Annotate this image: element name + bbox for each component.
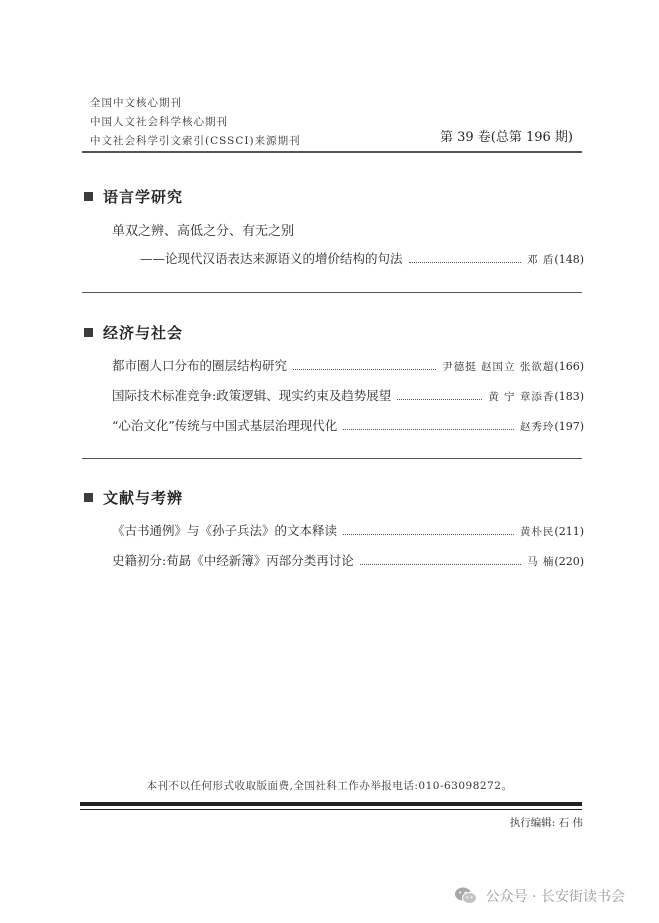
toc-title: 都市圈人口分布的圈层结构研究 <box>112 358 288 373</box>
volume-label: 第 39 卷(总第 196 期) <box>439 130 573 145</box>
toc-author: 赵秀玲 <box>519 421 555 433</box>
section-title: 文献与考辨 <box>103 489 184 507</box>
toc-author: 邓 盾 <box>527 254 555 266</box>
toc-page: (220) <box>554 555 584 568</box>
header-line-3: 中文社会科学引文索引(CSSCI)来源期刊 <box>90 135 301 147</box>
footer-thin-rule <box>80 809 582 810</box>
toc-page: (183) <box>554 390 584 403</box>
footer-note: 本刊不以任何形式收取版面费,全国社科工作办举报电话:010-63098272。 <box>146 780 513 792</box>
section-divider <box>82 292 582 293</box>
section-divider <box>82 458 582 459</box>
watermark-text: 公众号 · 长安街读书会 <box>485 889 625 905</box>
toc-page: (148) <box>554 253 584 266</box>
toc-title: 史籍初分:荀勗《中经新簿》丙部分类再讨论 <box>112 553 354 568</box>
toc-entry[interactable] <box>112 521 584 539</box>
leader-dots <box>409 262 522 263</box>
header-divider <box>82 151 582 153</box>
leader-dots <box>360 564 521 565</box>
toc-title: 《古书通例》与《孙子兵法》的文本释读 <box>112 523 338 538</box>
leader-dots <box>343 429 514 430</box>
footer-thick-rule <box>80 802 582 806</box>
header-line-1: 全国中文核心期刊 <box>90 97 182 109</box>
section-header-literature <box>84 487 183 508</box>
section-header-linguistics <box>84 186 183 207</box>
wechat-watermark <box>454 886 625 906</box>
section-title: 语言学研究 <box>103 188 184 206</box>
wechat-icon <box>454 886 478 906</box>
section-title: 经济与社会 <box>103 324 184 342</box>
leader-dots <box>293 369 436 370</box>
section-square-icon <box>84 328 93 337</box>
toc-title: “心治文化”传统与中国式基层治理现代化 <box>112 418 338 433</box>
toc-title: ——论现代汉语表达来源语义的增价结构的句法 <box>140 251 403 266</box>
toc-entry[interactable] <box>112 356 584 374</box>
toc-page: (197) <box>554 420 584 433</box>
toc-entry[interactable] <box>140 249 584 267</box>
leader-dots <box>397 399 482 400</box>
section-square-icon <box>84 493 93 502</box>
toc-title: 国际技术标准竞争:政策逻辑、现实约束及趋势展望 <box>112 388 392 403</box>
toc-author: 黄 宁 章添香 <box>488 391 555 403</box>
section-header-economy <box>84 322 183 343</box>
section-square-icon <box>84 192 93 201</box>
toc-page: (166) <box>554 360 584 373</box>
leader-dots <box>343 534 514 535</box>
toc-entry[interactable] <box>112 551 584 569</box>
toc-author: 黄朴民 <box>519 526 555 538</box>
toc-author: 尹德挺 赵国立 张欲超 <box>442 361 555 373</box>
article-main-title[interactable]: 单双之辨、高低之分、有无之别 <box>112 224 295 239</box>
header-line-2: 中国人文社会科学核心期刊 <box>90 116 228 128</box>
executive-editor: 执行编辑: 石 伟 <box>509 817 583 829</box>
toc-author: 马 楠 <box>527 556 555 568</box>
toc-page: (211) <box>554 525 584 538</box>
toc-entry[interactable] <box>112 386 584 404</box>
toc-entry[interactable] <box>112 416 584 434</box>
